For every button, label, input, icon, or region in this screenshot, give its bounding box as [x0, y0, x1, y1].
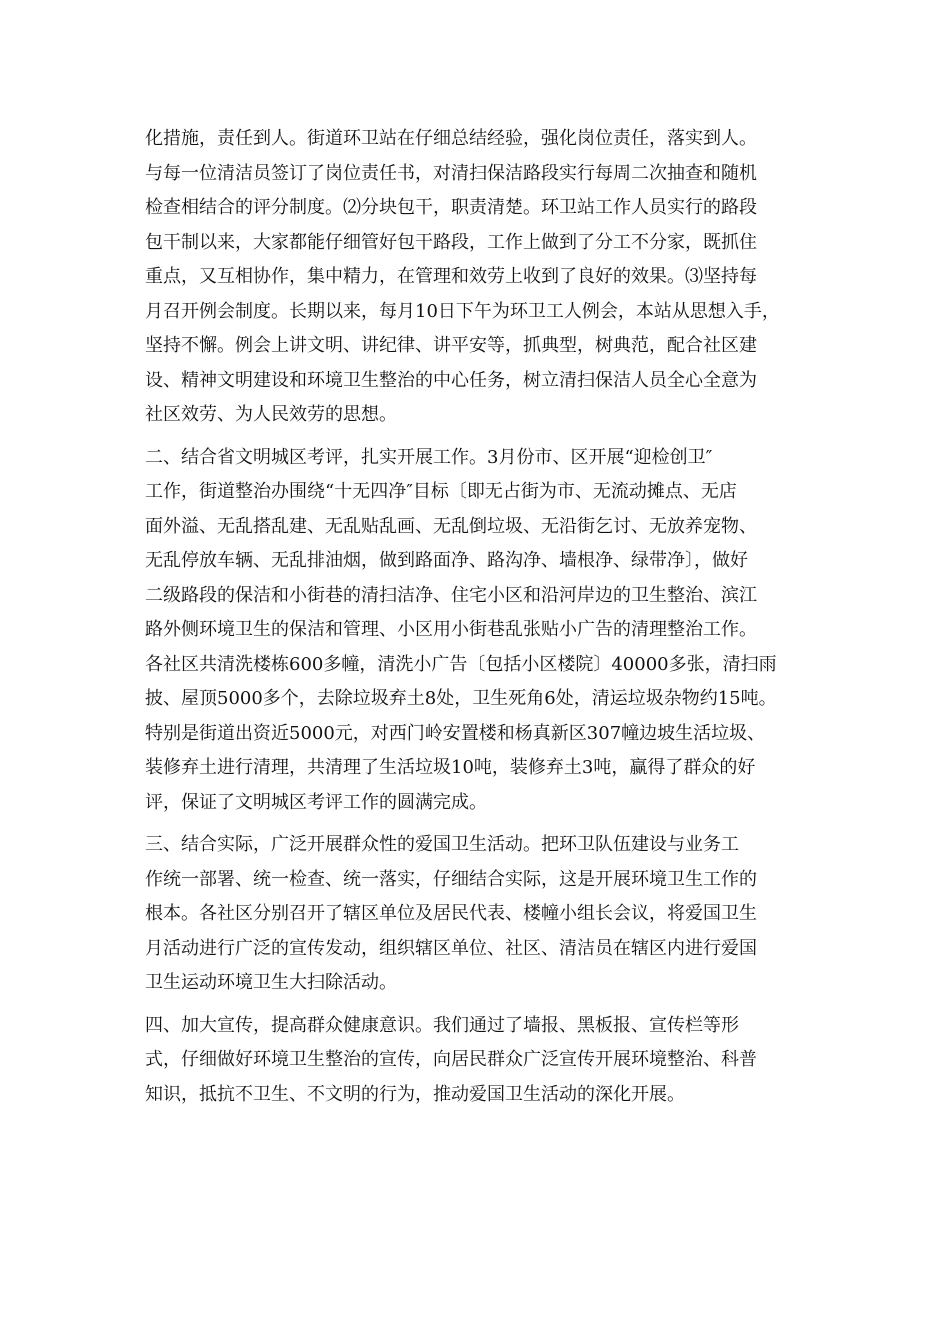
text-line: 坚持不懈。例会上讲文明、讲纪律、讲平安等，抓典型，树典范，配合社区建 — [145, 335, 757, 356]
text-line: 评，保证了文明城区考评工作的圆满完成。 — [145, 791, 487, 813]
text-line: 面外溢、无乱搭乱建、无乱贴乱画、无乱倒垃圾、无沿街乞讨、无放养宠物、 — [145, 515, 757, 537]
text-line: 社区效劳、为人民效劳的思想。 — [145, 404, 397, 425]
text-line: 检查相结合的评分制度。⑵分块包干，职责清楚。环卫站工作人员实行的路段 — [145, 197, 757, 218]
text-line: 特别是街道出资近5000元，对西门岭安置楼和杨真新区307幢边坡生活垃圾、 — [145, 722, 766, 744]
text-line: 工作，街道整治办围绕“十无四净″目标〔即无占街为市、无流动摊点、无店 — [145, 481, 737, 502]
paragraph-2-start: 二、结合省文明城区考评，扎实开展工作。3月份市、区开展“迎检创卫″ — [145, 446, 713, 468]
text-line: 月活动进行广泛的宣传发动，组织辖区单位、社区、清洁员在辖区内进行爱国 — [145, 937, 757, 959]
paragraph-4-start: 四、加大宣传，提高群众健康意识。我们通过了墙报、黑板报、宣传栏等形 — [145, 1014, 739, 1036]
text-line: 披、屋顶5000多个，去除垃圾弃土8处，卫生死角6处，清运垃圾杂物约15吨。 — [145, 688, 777, 709]
text-line: 各社区共清洗楼栋600多幢，清洗小广告〔包括小区楼院〕40000多张，清扫雨 — [145, 653, 777, 675]
text-line: 设、精神文明建设和环境卫生整治的中心任务，树立清扫保洁人员全心全意为 — [145, 369, 757, 391]
text-line: 化措施，责任到人。街道环卫站在仔细总结经验，强化岗位责任，落实到人。 — [145, 128, 757, 149]
text-line: 根本。各社区分别召开了辖区单位及居民代表、楼幢小组长会议，将爱国卫生 — [145, 903, 757, 924]
text-line: 包干制以来，大家都能仔细管好包干路段，工作上做到了分工不分家，既抓住 — [145, 231, 757, 253]
text-line: 重点，又互相协作，集中精力，在管理和效劳上收到了良好的效果。⑶坚持每 — [145, 266, 757, 287]
text-line: 与每一位清洁员签订了岗位责任书，对清扫保洁路段实行每周二次抽查和随机 — [145, 162, 757, 184]
text-line: 作统一部署、统一检查、统一落实，仔细结合实际，这是开展环境卫生工作的 — [145, 868, 757, 890]
paragraph-3-start: 三、结合实际，广泛开展群众性的爱国卫生活动。把环卫队伍建设与业务工 — [145, 834, 739, 855]
text-line: 装修弃土进行清理，共清理了生活垃圾10吨，装修弃土3吨，赢得了群众的好 — [145, 757, 756, 778]
text-line: 二级路段的保洁和小街巷的清扫洁净、住宅小区和沿河岸边的卫生整治、滨江 — [145, 584, 757, 606]
body-text — [145, 122, 825, 1112]
text-line: 式，仔细做好环境卫生整治的宣传，向居民群众广泛宣传开展环境整治、科普 — [145, 1049, 757, 1070]
text-line: 月召开例会制度。长期以来，每月10日下午为环卫工人例会，本站从思想入手， — [145, 300, 780, 322]
text-line: 无乱停放车辆、无乱排油烟，做到路面净、路沟净、墙根净、绿带净〕，做好 — [145, 550, 748, 571]
text-line: 知识，抵抗不卫生、不文明的行为，推动爱国卫生活动的深化开展。 — [145, 1083, 685, 1105]
text-line: 路外侧环境卫生的保洁和管理、小区用小街巷乱张贴小广告的清理整治工作。 — [145, 619, 757, 640]
text-line: 卫生运动环境卫生大扫除活动。 — [145, 972, 397, 993]
